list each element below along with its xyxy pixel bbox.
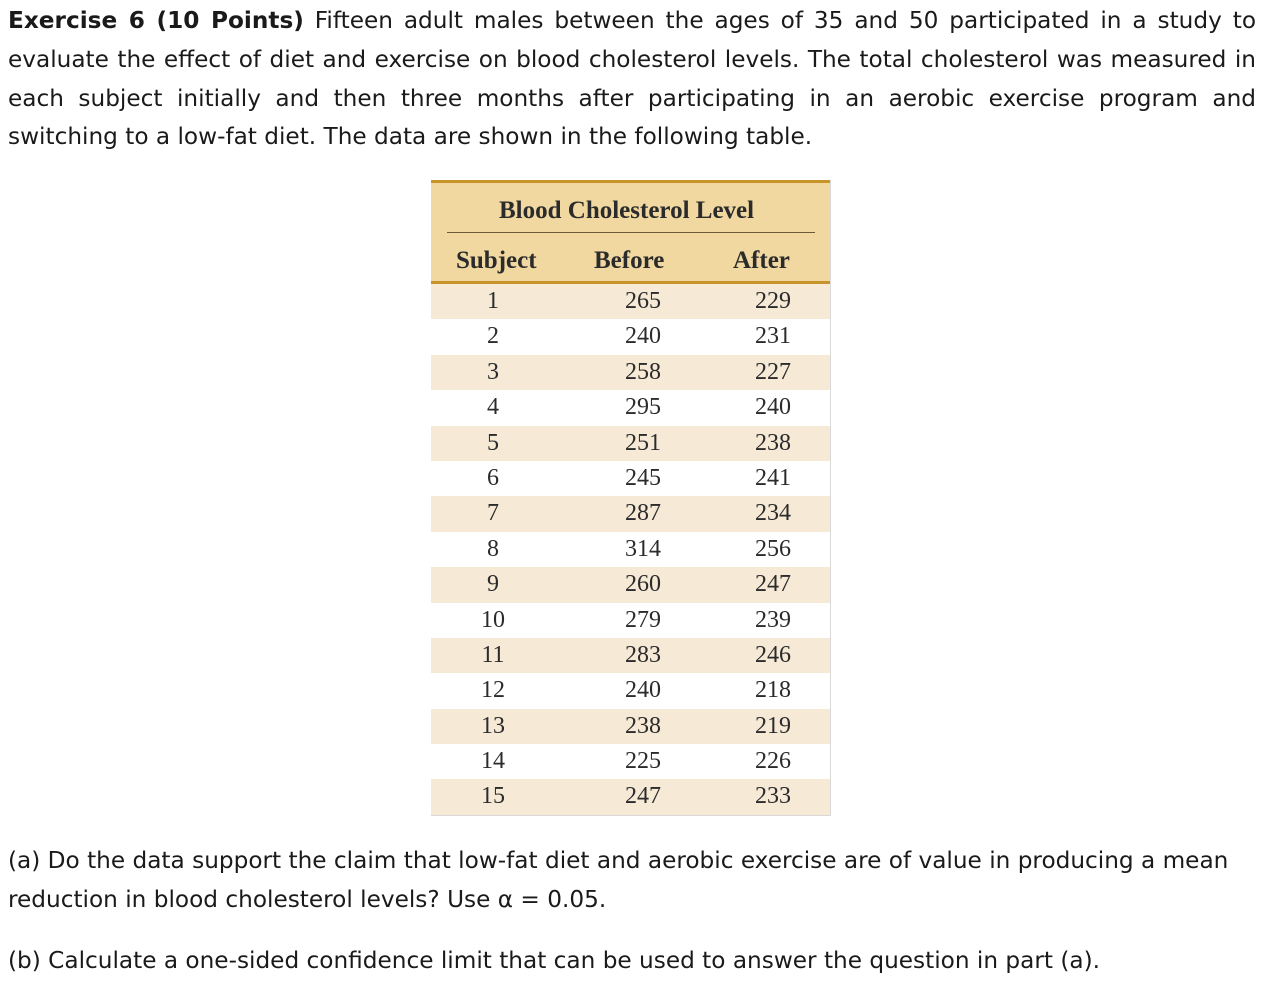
table-row	[431, 461, 830, 496]
table-row	[431, 638, 830, 673]
table-row	[431, 673, 830, 708]
cell-subject: 2	[487, 323, 499, 350]
cell-subject: 1	[487, 288, 499, 314]
exercise-intro	[8, 2, 1256, 157]
cell-after: 234	[755, 500, 791, 527]
cell-after: 226	[755, 748, 791, 775]
table-row	[431, 744, 830, 779]
cholesterol-table	[431, 180, 831, 816]
cell-after: 219	[755, 712, 791, 739]
cell-before: 245	[625, 464, 661, 491]
cell-after: 241	[755, 464, 791, 491]
table-header	[431, 180, 830, 284]
table-row	[431, 709, 830, 744]
cell-subject: 8	[487, 535, 499, 562]
table-row	[431, 532, 830, 567]
cell-subject: 12	[481, 677, 505, 704]
cell-subject: 6	[487, 464, 499, 491]
cell-after: 227	[755, 358, 791, 385]
cell-before: 247	[625, 783, 661, 810]
table-row	[431, 390, 830, 425]
table-row	[431, 355, 830, 390]
table-row	[431, 779, 830, 814]
cell-subject: 5	[487, 429, 499, 456]
cell-after: 231	[755, 323, 791, 350]
cell-before: 287	[625, 500, 661, 527]
cell-before: 260	[625, 571, 661, 598]
cell-before: 251	[625, 429, 661, 456]
exercise-text: Fifteen adult males between the ages of 35 and 50 participated in a study to evaluate the effect of diet and exercise on blood cholesterol levels. The total cholesterol was measured in each subject initially and then three months after participating in an aerobic exercise program and switching to a low-fat diet. The data are shown in the following table.	[8, 7, 1256, 151]
cell-subject: 9	[487, 571, 499, 598]
table-row	[431, 426, 830, 461]
exercise-heading: Exercise 6 (10 Points)	[8, 7, 304, 34]
cell-subject: 15	[481, 783, 505, 810]
table-title: Blood Cholesterol Level	[499, 197, 755, 224]
cell-before: 240	[625, 677, 661, 704]
table-row	[431, 284, 830, 319]
column-header-after: After	[733, 247, 790, 274]
cell-before: 238	[625, 712, 661, 739]
cell-after: 239	[755, 606, 791, 633]
title-rule	[447, 232, 815, 233]
table-row	[431, 319, 830, 354]
cell-after: 233	[755, 783, 791, 810]
column-header-subject: Subject	[456, 247, 537, 274]
table-row	[431, 603, 830, 638]
cell-subject: 4	[487, 394, 499, 421]
question-b: (b) Calculate a one-sided confidence limit that can be used to answer the question in part (a).	[8, 947, 1101, 974]
cell-after: 256	[755, 535, 791, 562]
cell-before: 279	[625, 606, 661, 633]
cell-after: 247	[755, 571, 791, 598]
cell-after: 238	[755, 429, 791, 456]
cell-after: 218	[755, 677, 791, 704]
cell-subject: 14	[481, 748, 505, 775]
question-a: (a) Do the data support the claim that low-fat diet and aerobic exercise are of value in producing a mean reduction in blood cholesterol levels? Use α = 0.05.	[8, 847, 1229, 913]
table-body	[431, 284, 830, 815]
cell-after: 240	[755, 394, 791, 421]
cell-before: 225	[625, 748, 661, 775]
cell-subject: 10	[481, 606, 505, 633]
cell-subject: 13	[481, 712, 505, 739]
cell-before: 283	[625, 641, 661, 668]
cell-before: 258	[625, 358, 661, 385]
cell-before: 240	[625, 323, 661, 350]
cell-before: 295	[625, 394, 661, 421]
cell-after: 229	[755, 288, 791, 314]
cell-after: 246	[755, 641, 791, 668]
cell-before: 265	[625, 288, 661, 314]
cell-subject: 11	[481, 641, 505, 668]
table-row	[431, 567, 830, 602]
cell-subject: 7	[487, 500, 499, 527]
column-header-before: Before	[594, 247, 665, 274]
cell-subject: 3	[487, 358, 499, 385]
cell-before: 314	[625, 535, 661, 562]
table-row	[431, 496, 830, 531]
